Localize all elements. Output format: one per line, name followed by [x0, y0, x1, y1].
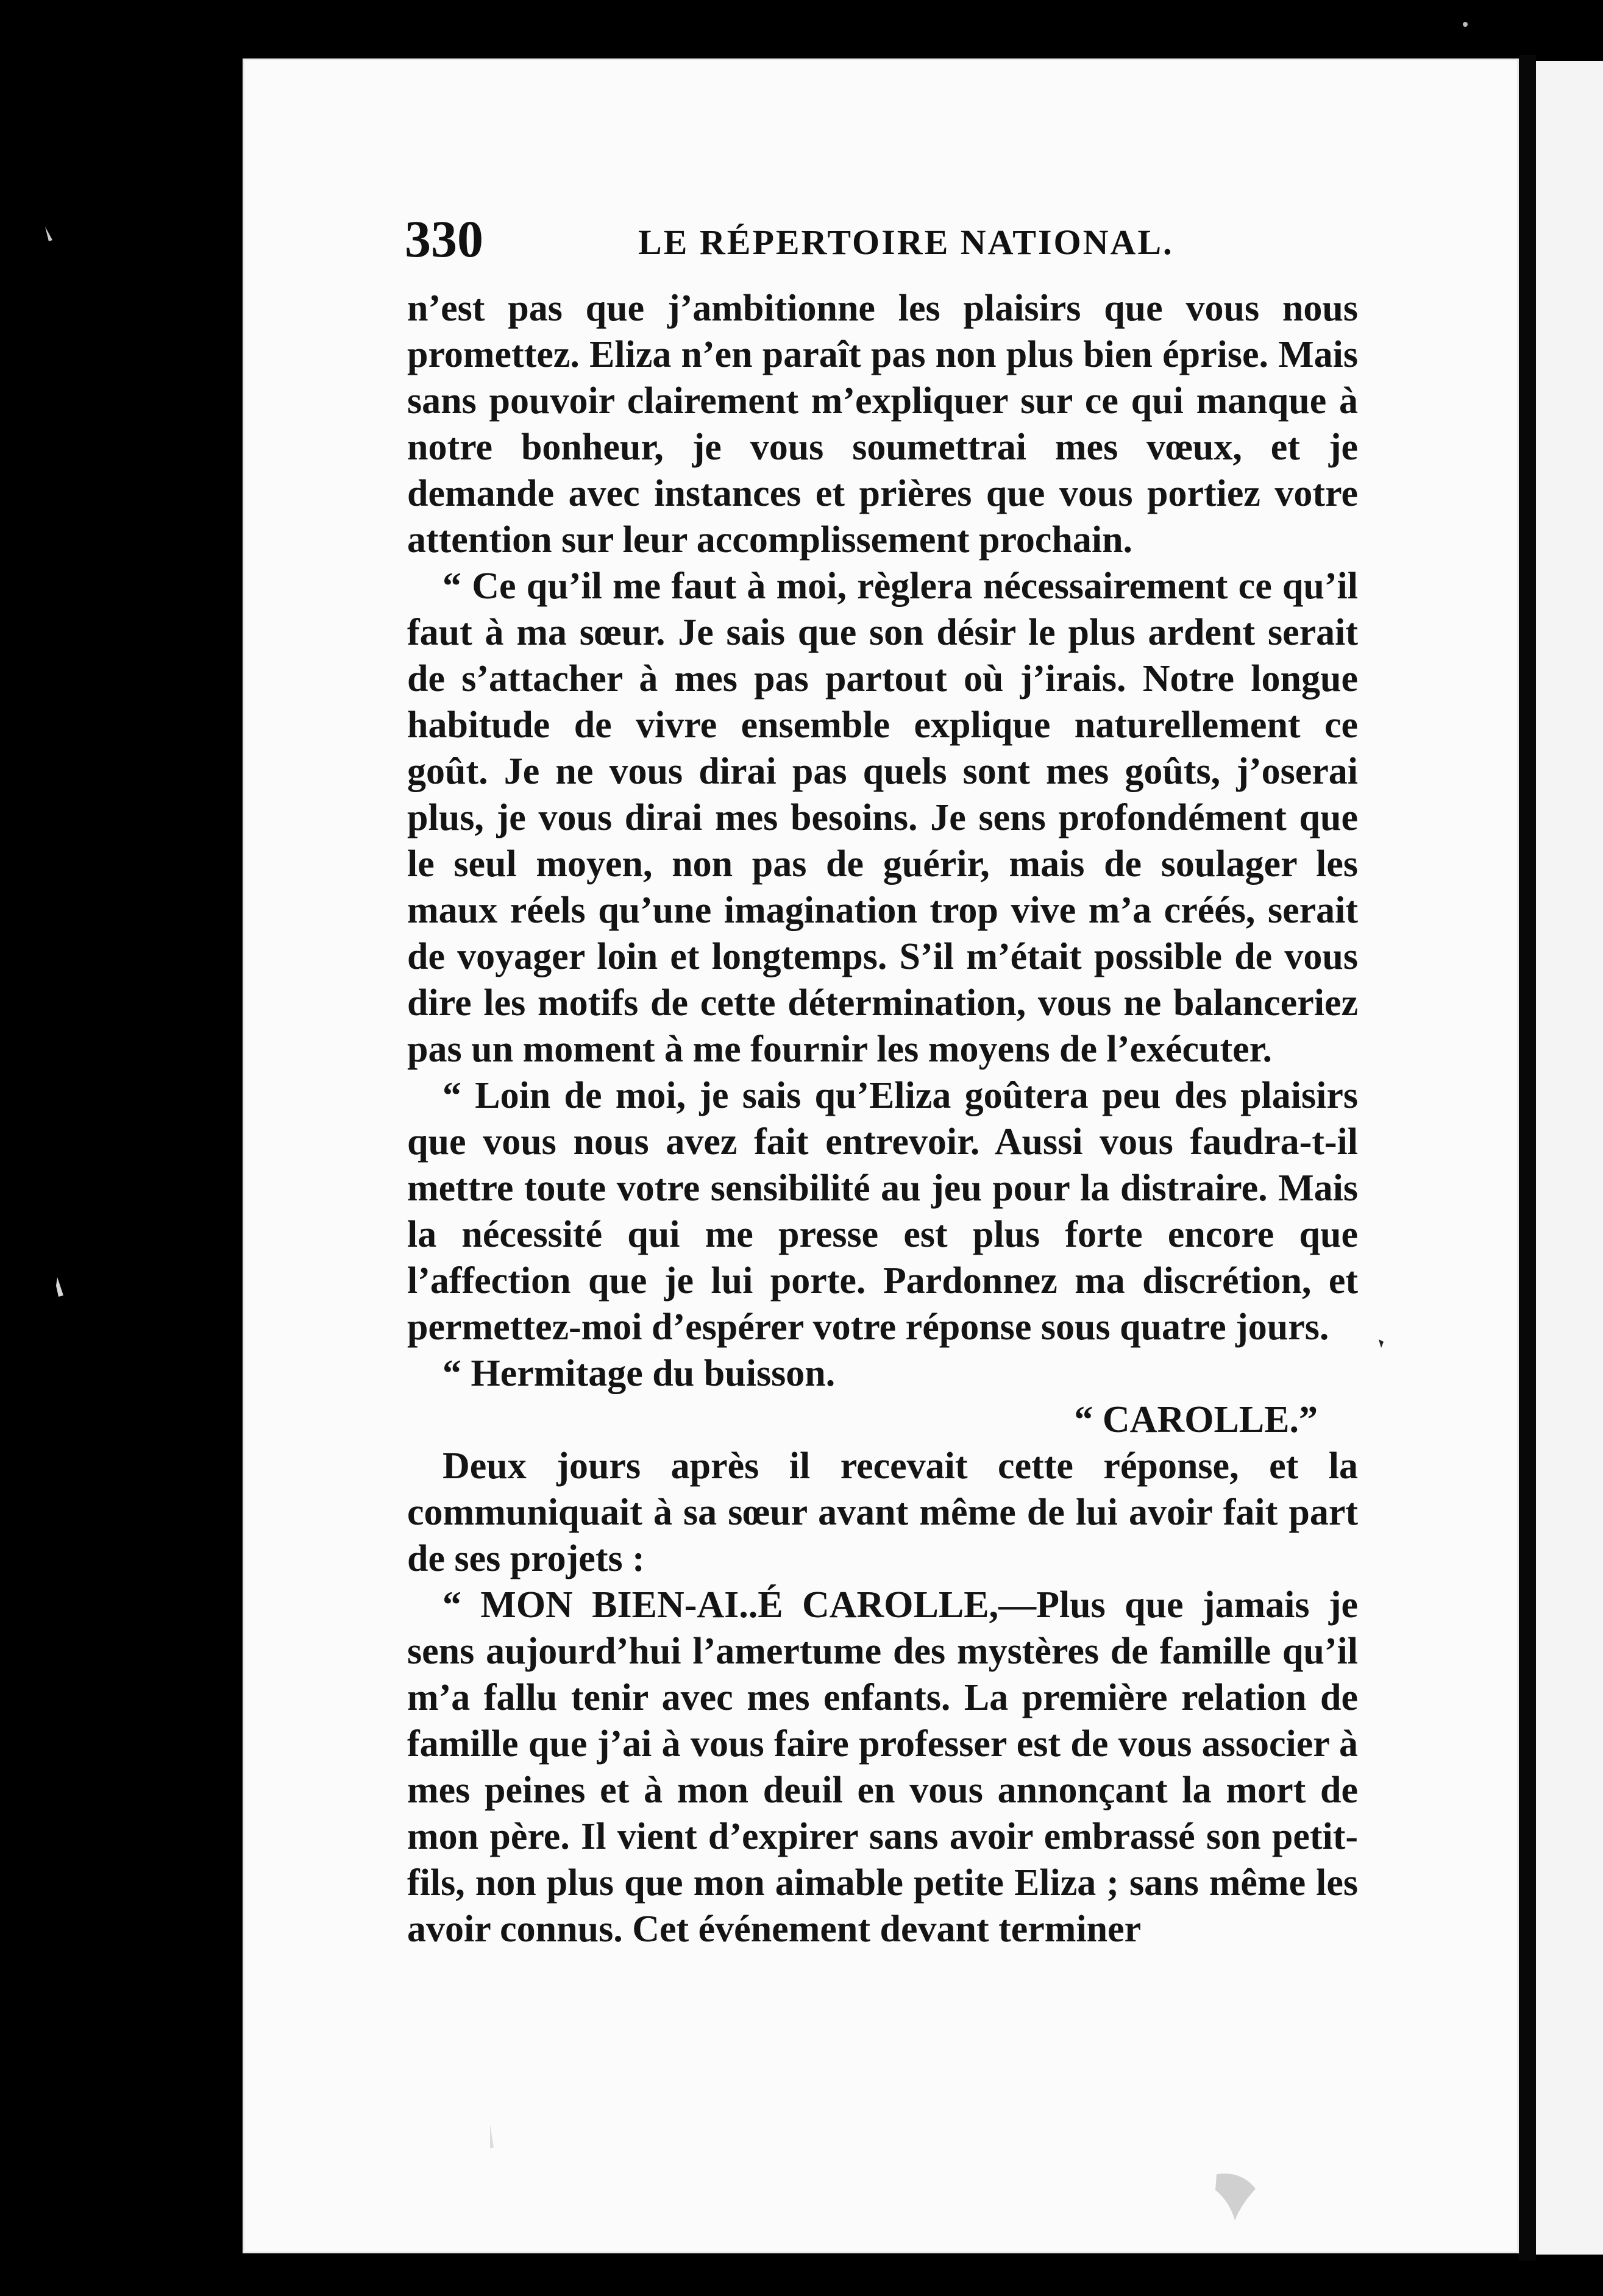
letter-salutation: “ MON BIEN-AI..É CAROLLE, [443, 1584, 999, 1626]
paragraph: “ Hermitage du buisson. [443, 1353, 836, 1394]
scan-speck [45, 227, 52, 241]
paragraph: n’est pas que j’ambitionne les plaisirs que vous nous promettez. Eliza n’en paraît pas non plus bien éprise. Mais sans pouvoir clairement m’expliquer sur ce qui manque à notre bonheur, je vous soumettrai mes vœux, et je demande avec instances et prières que vous portiez votre attention sur leur accomplissement prochain. [407, 288, 1358, 561]
paragraph: “ Loin de moi, je sais qu’Eliza goûtera peu des plaisirs que vous nous avez fait entrevoir. Aussi vous faudra-t-il mettre toute votre sensibilité au jeu pour la distraire. Mais la nécessité qui me presse est plus forte encore que l’affection que je lui porte. Pardonnez ma discrétion, et permettez-moi d’espérer votre réponse sous quatre jours. [407, 1075, 1358, 1348]
paragraph: Deux jours après il recevait cette réponse, et la communiquait à sa sœur avant même de lui avoir fait part de ses projets : [407, 1445, 1358, 1579]
page-number: 330 [405, 210, 483, 268]
scan-speck [1379, 1339, 1384, 1348]
scan-speck [490, 2124, 494, 2149]
scan-speck [1463, 22, 1468, 27]
letter-text: —Plus que jamais je sens aujourd’hui l’amertume des mystères de famille qu’il m’a fallu tenir avec mes enfants. La première relation de famille que j’ai à vous faire professer est de vous associer à mes peines et à mon deuil en vous annonçant la mort de mon père. Il vient d’expirer sans avoir embrassé son petit-fils, non plus que mon aimable petite Eliza ; sans même les avoir connus. Cet événement devant terminer [407, 1584, 1359, 1950]
paragraph: “ Ce qu’il me faut à moi, règlera nécessairement ce qu’il faut à ma sœur. Je sais que son désir le plus ardent serait de s’attacher à mes pas partout où j’irais. Notre longue habitude de vivre ensemble explique naturellement ce goût. Je ne vous dirai pas quels sont mes goûts, j’oserai plus, je vous dirai mes besoins. Je sens profondément que le seul moyen, non pas de guérir, mais de soulager les maux réels qu’une imagination trop vive m’a créés, serait de voyager loin et longtemps. S’il m’était possible de vous dire les motifs de cette détermination, vous ne balanceriez pas un moment à me fournir les moyens de l’exécuter. [407, 565, 1358, 1070]
running-title: LE RÉPERTOIRE NATIONAL. [638, 222, 1174, 262]
signature: “ CAROLLE.” [1074, 1399, 1318, 1440]
scan-speck [56, 1277, 63, 1297]
scan-speck [1215, 2174, 1256, 2220]
